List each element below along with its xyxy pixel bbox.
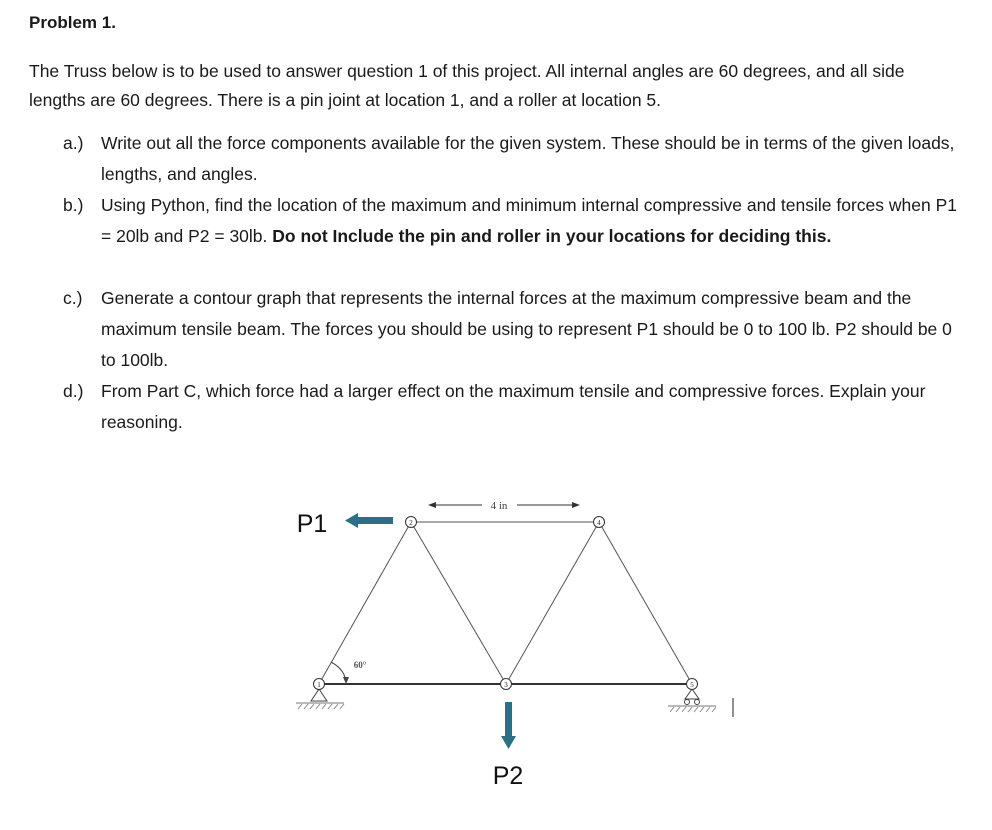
angle-label: 60° bbox=[353, 660, 367, 670]
item-text: Generate a contour graph that represents the internal forces at the maximum compressive beam and the maximum tensile beam. The forces you should be using to represent P1 should be 0 to 100 lb. P2 should be 0 to 100lb. bbox=[101, 288, 952, 370]
item-label: c.) bbox=[63, 288, 83, 308]
p2-label: P2 bbox=[492, 762, 524, 790]
item-label: d.) bbox=[63, 381, 84, 401]
pin-support bbox=[296, 689, 344, 709]
dimension-label: 4 in bbox=[490, 500, 508, 512]
node-label-5: 5 bbox=[690, 681, 694, 689]
item-text: From Part C, which force had a larger effect on the maximum tensile and compressive forces. Explain your reasoning. bbox=[101, 381, 926, 432]
p1-label: P1 bbox=[296, 510, 328, 538]
problem-intro: The Truss below is to be used to answer question 1 of this project. All internal angles are 60 degrees, and all side lengths are 60 degrees. There is a pin joint at location 1, and a roller at location 5. bbox=[29, 61, 905, 110]
truss-members bbox=[319, 522, 692, 684]
angle-arrow-head bbox=[343, 677, 349, 684]
item-bold-note: Do not Include the pin and roller in your locations for deciding this. bbox=[272, 226, 832, 246]
p1-load-arrow bbox=[345, 513, 393, 528]
member-3-4 bbox=[506, 522, 599, 684]
item-text: Using Python, find the location of the maximum and minimum internal compressive and tensile forces when P1 = 20lb and P2 = 30lb. bbox=[101, 195, 957, 246]
item-text: Write out all the force components available for the given system. These should be in terms of the given loads, lengths, and angles. bbox=[101, 133, 955, 184]
item-label: b.) bbox=[63, 195, 84, 215]
problem-title: Problem 1. bbox=[29, 13, 116, 32]
node-label-1: 1 bbox=[317, 681, 321, 689]
roller-support bbox=[668, 689, 733, 717]
item-label: a.) bbox=[63, 133, 84, 153]
node-label-2: 2 bbox=[409, 519, 413, 527]
member-4-5 bbox=[599, 522, 692, 684]
member-2-3 bbox=[411, 522, 506, 684]
angle-arc bbox=[331, 662, 346, 684]
node-label-3: 3 bbox=[504, 681, 508, 689]
truss-nodes bbox=[314, 517, 698, 690]
p2-load-arrow bbox=[501, 702, 516, 749]
node-label-4: 4 bbox=[597, 519, 601, 527]
